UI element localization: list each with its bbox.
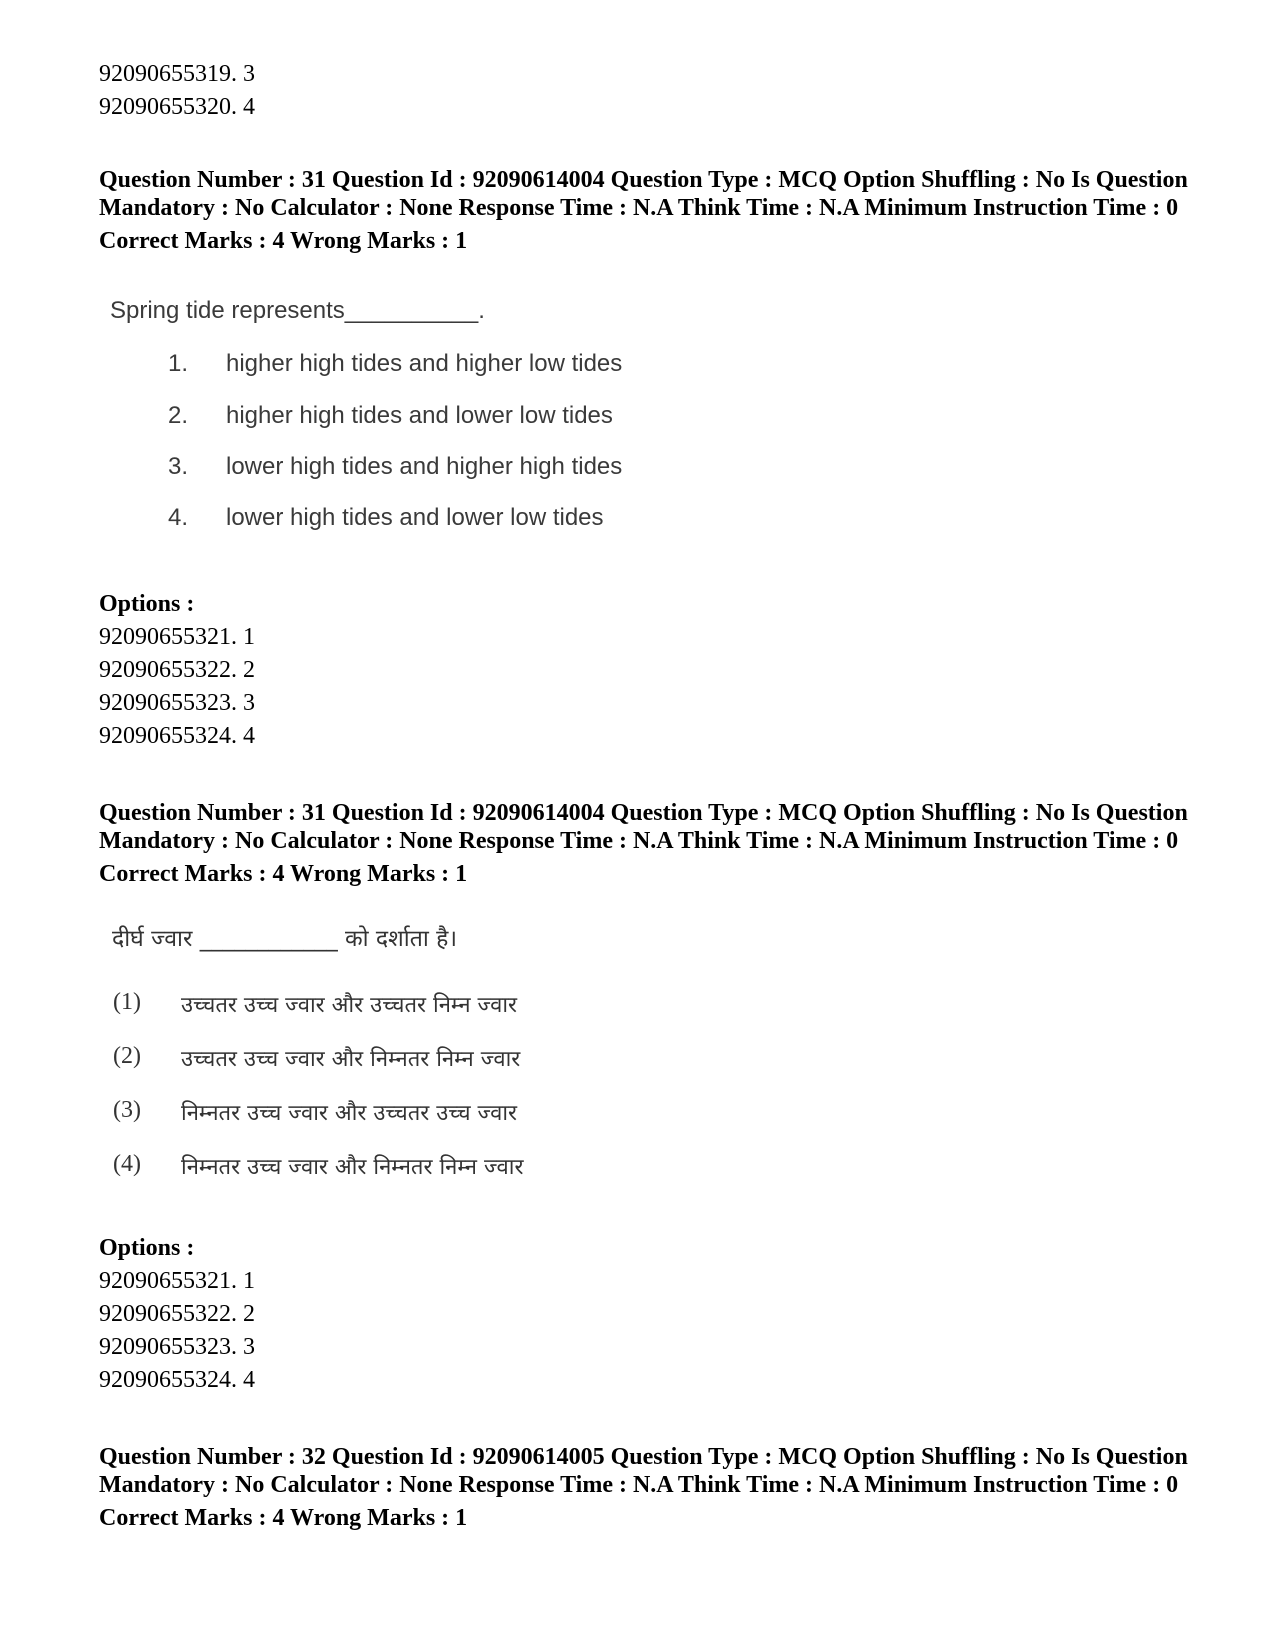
choice-text: निम्नतर उच्च ज्वार और निम्नतर निम्न ज्वार	[181, 1155, 524, 1180]
options-label: Options :	[99, 591, 195, 617]
option-line: 92090655321. 1	[99, 624, 255, 650]
option-line: 92090655323. 3	[99, 690, 255, 716]
choice-text: निम्नतर उच्च ज्वार और उच्चतर उच्च ज्वार	[181, 1101, 518, 1126]
question-32-meta	[99, 1443, 1189, 1535]
choice-text: higher high tides and lower low tides	[226, 402, 613, 429]
question-31-hi-body	[112, 924, 457, 954]
choice-number: 1.	[168, 350, 189, 377]
question-31-en-meta	[99, 166, 1189, 258]
option-line: 92090655324. 4	[99, 723, 255, 749]
options-label: Options :	[99, 1235, 195, 1261]
question-text: दीर्घ ज्वार ____________ को दर्शाता है।	[112, 926, 458, 952]
question-31-hi-meta	[99, 799, 1189, 891]
choice-number: 3.	[168, 453, 189, 480]
choice-number: (4)	[113, 1151, 141, 1177]
top-options	[99, 58, 255, 124]
options-list	[99, 588, 255, 753]
question-header: Question Number : 31 Question Id : 92090614004 Question Type : MCQ Option Shuffling : No Is Question Mandatory : No Calculator : None Response Time : N.A Think Time : N.A Minimum Instruction Time : 0	[99, 167, 1188, 221]
choice-number: 4.	[168, 504, 189, 531]
choice-number: (3)	[113, 1097, 141, 1123]
question-marks: Correct Marks : 4 Wrong Marks : 1	[99, 228, 468, 254]
choice-text: उच्चतर उच्च ज्वार और निम्नतर निम्न ज्वार	[181, 1047, 521, 1072]
choice-text: उच्चतर उच्च ज्वार और उच्चतर निम्न ज्वार	[181, 993, 518, 1018]
option-line: 92090655320. 4	[99, 94, 255, 120]
question-header: Question Number : 31 Question Id : 92090614004 Question Type : MCQ Option Shuffling : No Is Question Mandatory : No Calculator : None Response Time : N.A Think Time : N.A Minimum Instruction Time : 0	[99, 800, 1188, 854]
option-line: 92090655322. 2	[99, 657, 255, 683]
choice-text: lower high tides and higher high tides	[226, 453, 623, 480]
option-line: 92090655322. 2	[99, 1301, 255, 1327]
question-header: Question Number : 32 Question Id : 92090614005 Question Type : MCQ Option Shuffling : No Is Question Mandatory : No Calculator : None Response Time : N.A Think Time : N.A Minimum Instruction Time : 0	[99, 1444, 1188, 1498]
option-line: 92090655321. 1	[99, 1268, 255, 1294]
question-text: Spring tide represents__________.	[110, 297, 485, 324]
question-marks: Correct Marks : 4 Wrong Marks : 1	[99, 1505, 468, 1531]
question-marks: Correct Marks : 4 Wrong Marks : 1	[99, 861, 468, 887]
option-line: 92090655324. 4	[99, 1367, 255, 1393]
options-list	[99, 1232, 255, 1397]
choice-number: (1)	[113, 989, 141, 1015]
choice-text: higher high tides and higher low tides	[226, 350, 623, 377]
option-line: 92090655319. 3	[99, 61, 255, 87]
choice-number: 2.	[168, 402, 189, 429]
choice-number: (2)	[113, 1043, 141, 1069]
option-line: 92090655323. 3	[99, 1334, 255, 1360]
choice-text: lower high tides and lower low tides	[226, 504, 604, 531]
question-31-en-body	[110, 296, 485, 326]
